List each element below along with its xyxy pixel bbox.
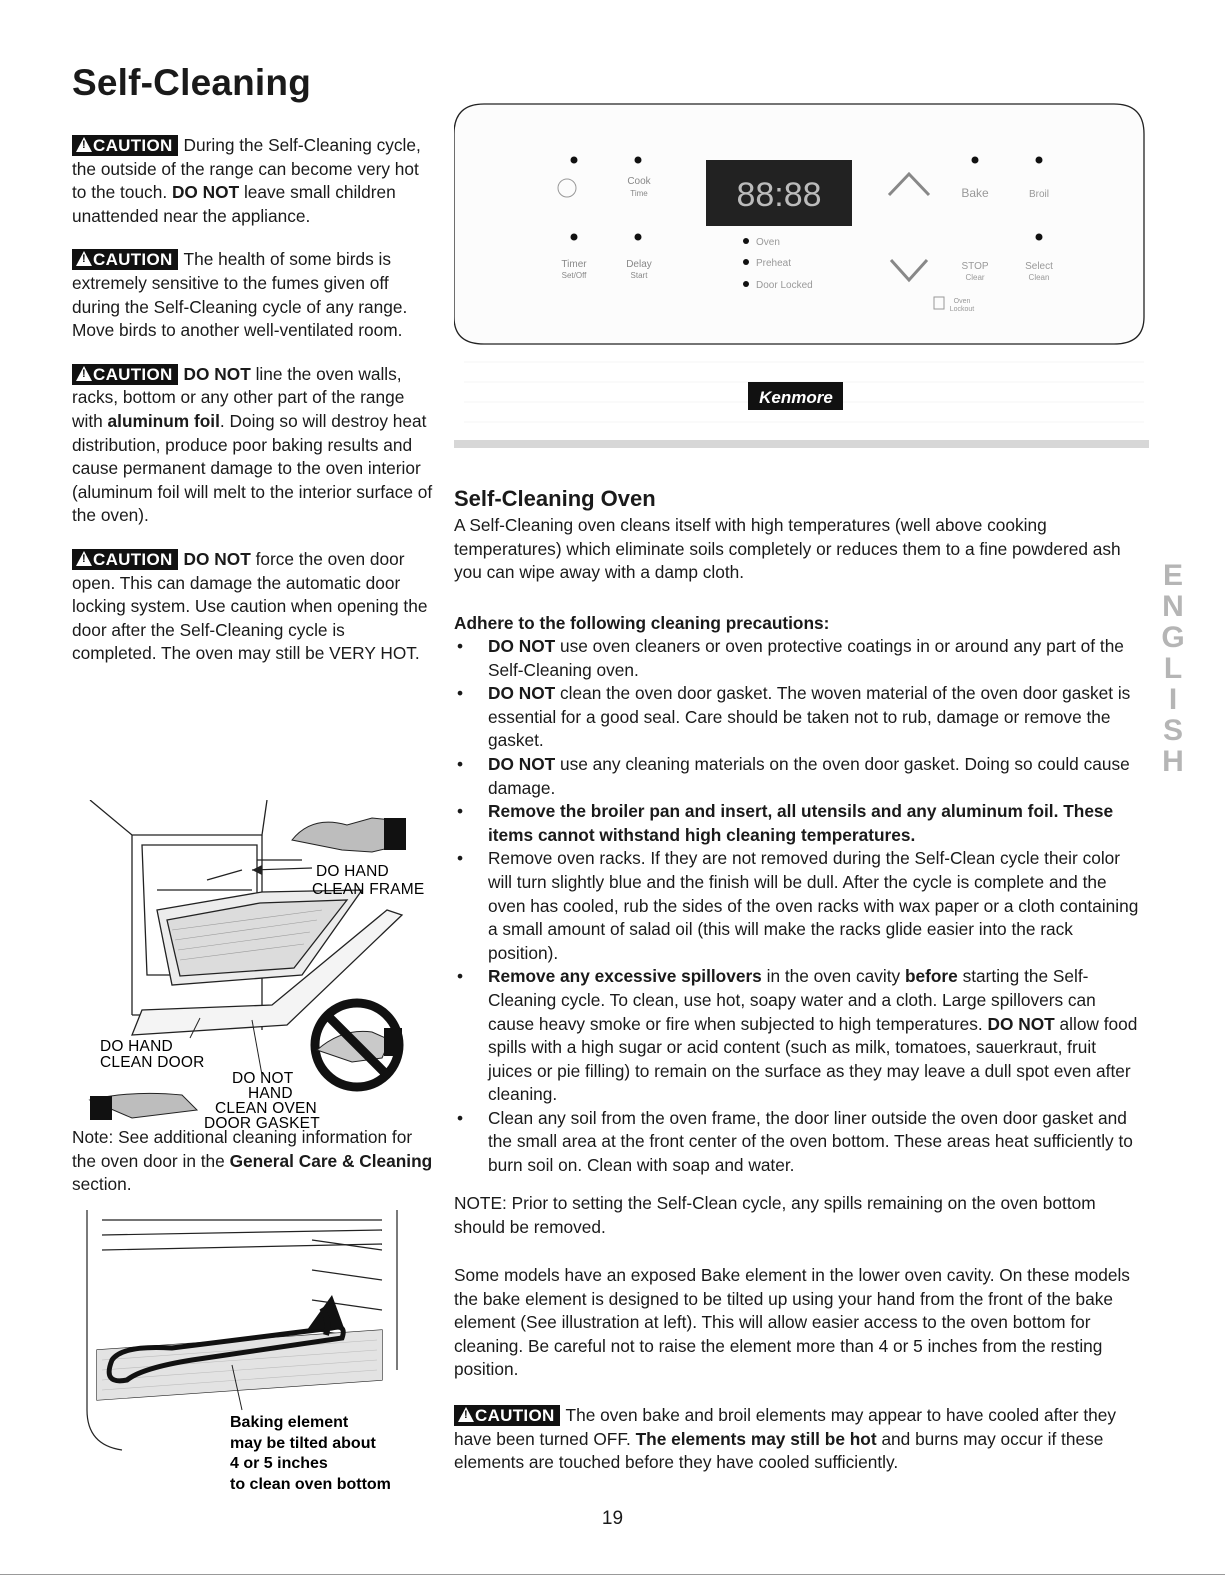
baking-element-caption-4: to clean oven bottom — [230, 1476, 391, 1493]
brand-logo-text: Kenmore — [759, 388, 833, 407]
label-do-hand-clean-door: DO HAND — [100, 1038, 173, 1055]
language-side-tab: E N G L I S H — [1161, 559, 1185, 778]
oven-door-illustration — [72, 800, 432, 1130]
note-door-cleaning: Note: See additional cleaning information for the oven door in the General Care & Cleaning section. — [72, 1127, 433, 1195]
warning-triangle-icon — [76, 551, 92, 566]
warning-triangle-icon — [458, 1407, 474, 1422]
label-do-hand-clean-frame-2: CLEAN FRAME — [312, 881, 425, 898]
list-item: • DO NOT use any cleaning materials on the oven door gasket. Doing so could cause damage. — [457, 753, 1130, 798]
timer-label[interactable]: Timer — [561, 259, 587, 270]
caution-elements-hot: !CAUTION The oven bake and broil elements may appear to have cooled after they have been turned OFF. The elements may still be hot and burns may occur if these elements are touched before they have cooled sufficiently. — [454, 1404, 1144, 1475]
warning-triangle-icon — [76, 251, 92, 266]
broil-button[interactable]: Broil — [1028, 189, 1050, 200]
oven-indicator: Oven — [756, 237, 780, 248]
cook-time-label-2: Time — [630, 189, 648, 198]
delay-start-label-2: Start — [630, 271, 648, 280]
warning-triangle-icon — [76, 137, 92, 152]
label-do-not-4: DOOR GASKET — [204, 1115, 320, 1130]
note-paragraph: NOTE: Prior to setting the Self-Clean cycle, any spills remaining on the oven bottom should be removed. — [454, 1193, 1096, 1237]
stop-clear-button[interactable]: STOP — [961, 261, 989, 272]
list-item: • Remove oven racks. If they are not removed during the Self-Clean cycle their color will turn slightly blue and the finish will be dull. After the cycle is complete and the oven has cooled, rub the sides of the oven racks with wax paper or a cloth containing a small amount of salad oil (this will make the racks glide easier into the rack position). — [457, 848, 1139, 963]
cook-time-label[interactable]: Cook — [627, 176, 651, 187]
baking-element-caption-2: may be tilted about — [230, 1435, 376, 1452]
caution-birds: !CAUTION The health of some birds is extremely sensitive to the fumes given off during the Self-Cleaning cycle of any range. Move birds to another well-ventilated room. — [72, 248, 434, 342]
prohibited-icon — [315, 1003, 402, 1087]
section-title: Self-Cleaning Oven — [454, 486, 656, 511]
control-panel-illustration — [454, 92, 1154, 460]
list-item: • DO NOT use oven cleaners or oven protective coatings in or around any part of the Self-Cleaning oven. — [457, 636, 1124, 680]
caution-hot-surface: !CAUTION During the Self-Cleaning cycle, the outside of the range can become very hot to the touch. DO NOT leave small children unattended near the appliance. — [72, 134, 434, 228]
warning-triangle-icon — [76, 366, 92, 381]
precautions-list — [454, 635, 1144, 1178]
caution-aluminum-foil: !CAUTION DO NOT line the oven walls, racks, bottom or any other part of the range with aluminum foil. Doing so will destroy heat distribution, produce poor baking results and cause permanent damage to the oven interior (aluminum foil will melt to the interior surface of the oven). — [72, 363, 434, 528]
bake-element-paragraph: Some models have an exposed Bake element in the lower oven cavity. On these models the bake element is designed to be tilted up using your hand from the front of the bake element (See illustration at left). This will allow easier access to the oven bottom for cleaning. Be careful not to raise the element more than 4 or 5 inches from the resting position. — [454, 1265, 1130, 1380]
door-locked-indicator: Door Locked — [756, 280, 813, 291]
list-item: • DO NOT clean the oven door gasket. The woven material of the oven door gasket is essential for a good seal. Care should be taken not to rub, damage or remove the gasket. — [457, 683, 1131, 751]
preheat-indicator: Preheat — [756, 258, 792, 269]
intro-paragraph: A Self-Cleaning oven cleans itself with high temperatures (well above cooking temperatures) which eliminate soils completely or reduces them to a fine powdered ash you can wipe away with a damp cloth. — [454, 515, 1121, 583]
oven-lockout-label: Oven — [953, 298, 971, 305]
label-do-hand-clean-door-2: CLEAN DOOR — [100, 1054, 205, 1071]
label-do-not: DO NOT — [232, 1070, 294, 1087]
list-item: • Clean any soil from the oven frame, the door liner outside the oven door gasket and the small area at the front center of the oven bottom. These areas heat sufficiently to burn soil on. Clean with soap and water. — [457, 1107, 1133, 1176]
timer-label-2: Set/Off — [561, 271, 587, 280]
baking-element-caption-3: 4 or 5 inches — [230, 1455, 328, 1472]
clock-display-digits: 88:88 — [736, 176, 822, 214]
bake-element-illustration — [82, 1210, 422, 1510]
caution-badge: !CAUTION — [72, 549, 178, 570]
label-do-not-3: CLEAN OVEN — [215, 1100, 317, 1117]
label-do-not-2: HAND — [248, 1085, 293, 1102]
select-clean-label-2: Clean — [1028, 273, 1050, 282]
caution-badge: !CAUTION — [72, 364, 178, 385]
delay-start-label[interactable]: Delay — [626, 259, 652, 270]
page-number: 19 — [601, 1508, 624, 1529]
bottom-divider — [0, 1574, 1225, 1575]
caution-badge: !CAUTION — [454, 1405, 560, 1426]
label-do-hand-clean-frame: DO HAND — [316, 863, 389, 880]
list-item: • Remove any excessive spillovers in the oven cavity before starting the Self-Cleaning cycle. To clean, use hot, soapy water and a cloth. Large spillovers can cause heavy smoke or fire when subjected to high temperatures. DO NOT allow food spills with a high sugar or acid content (such as milk, tomatoes, sauerkraut, fruit juices or pie filling) to remain on the surface as they may leave a dull spot even after cleaning. — [457, 966, 1138, 1105]
page-title: Self-Cleaning — [72, 62, 312, 103]
list-item: • Remove the broiler pan and insert, all utensils and any aluminum foil. These items cannot withstand high cleaning temperatures. — [457, 801, 1114, 845]
caution-door: !CAUTION DO NOT force the oven door open. This can damage the automatic door locking system. Use caution when opening the door after the Self-Cleaning cycle is completed. The oven may still be VERY HOT. — [72, 548, 434, 666]
precautions-heading: Adhere to the following cleaning precautions: — [454, 613, 830, 633]
oven-lockout-label-2: Lockout — [949, 306, 975, 313]
caution-badge: !CAUTION — [72, 249, 178, 270]
bake-button[interactable]: Bake — [961, 186, 989, 200]
left-column — [72, 134, 434, 686]
stop-clear-label-2: Clear — [965, 273, 985, 282]
select-clean-button[interactable]: Select — [1025, 261, 1053, 272]
caution-badge: !CAUTION — [72, 135, 178, 156]
baking-element-caption-1: Baking element — [230, 1414, 349, 1431]
